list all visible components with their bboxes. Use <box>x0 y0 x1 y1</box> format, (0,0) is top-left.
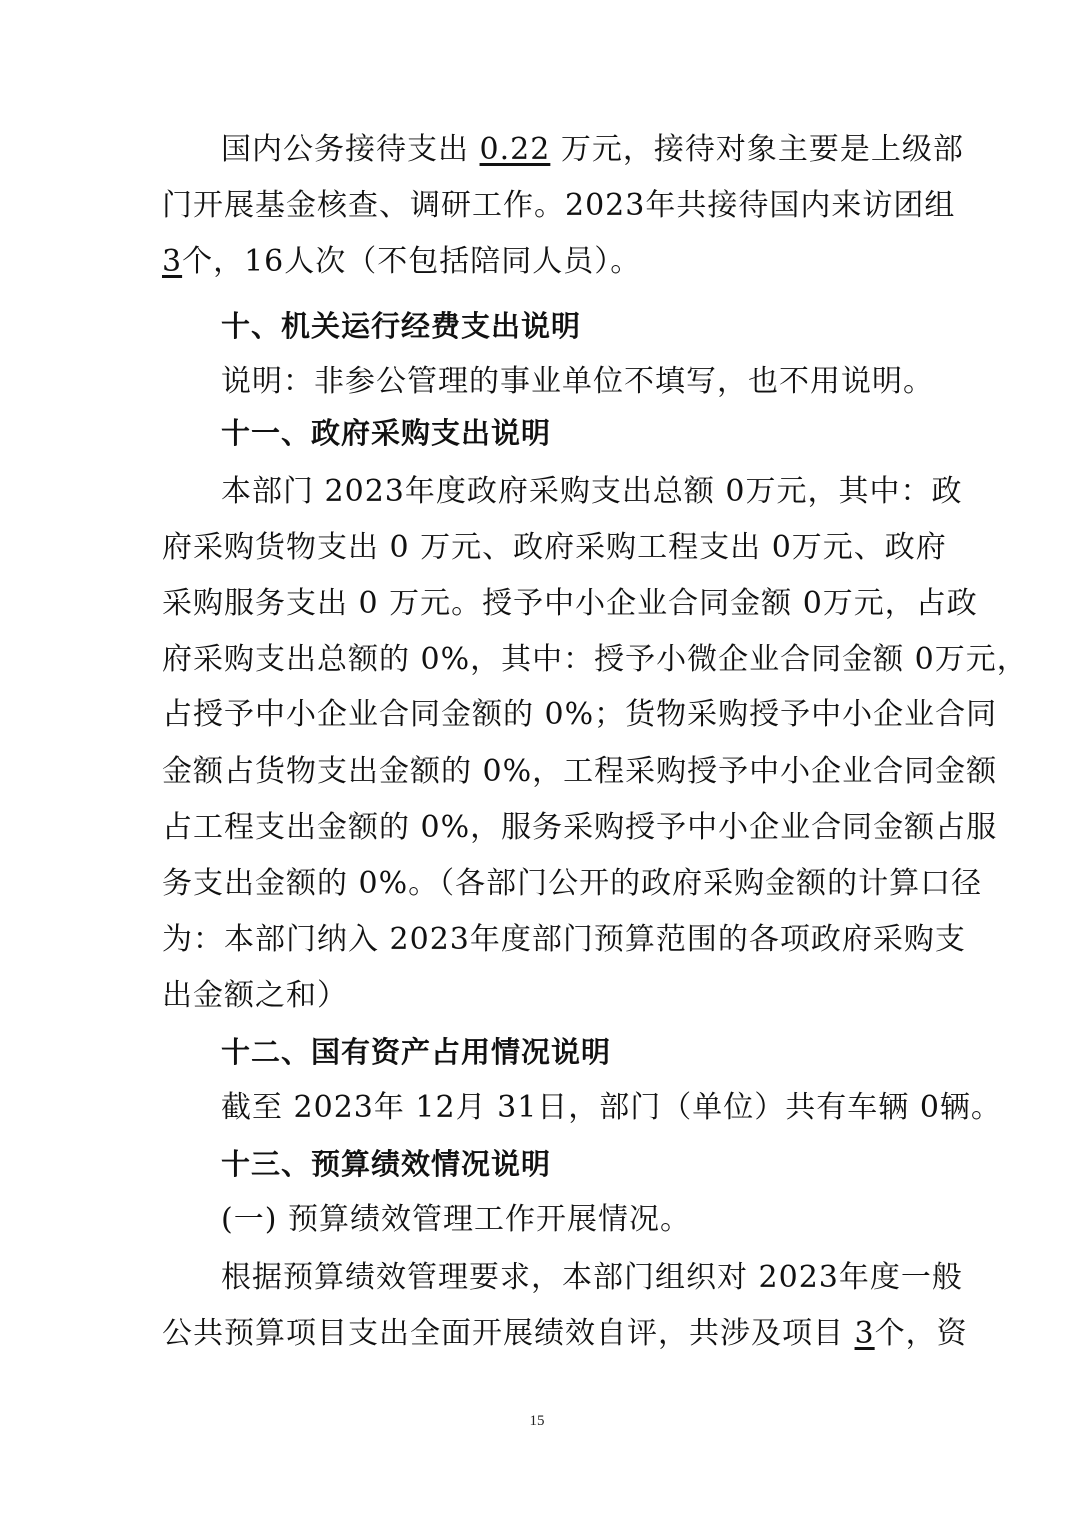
section-11-line: 占授予中小企业合同金额的 0%；货物采购授予中小企业合同 <box>162 697 998 732</box>
section-11-line: 金额占货物支出金额的 0%，工程采购授予中小企业合同金额 <box>162 754 998 789</box>
section-11-line: 务支出金额的 0%。（各部门公开的政府采购金额的计算口径 <box>162 866 983 901</box>
page-number: 15 <box>529 1413 545 1429</box>
section-10-note: 说明：非参公管理的事业单位不填写，也不用说明。 <box>221 364 934 399</box>
section-13-para-line-2 <box>162 1314 968 1354</box>
reception-line-1 <box>221 130 964 170</box>
reception-line-3-rest: 个，16人次（不包括陪同人员）。 <box>182 244 642 279</box>
reception-text-cont: 万元，接待对象主要是上级部 <box>560 132 964 167</box>
reception-amount: 0.22 <box>479 132 551 167</box>
reception-line-2: 门开展基金核查、调研工作。2023年共接待国内来访团组 <box>162 188 956 223</box>
section-13-heading: 十三、预算绩效情况说明 <box>221 1147 552 1181</box>
section-13-para-text: 公共预算项目支出全面开展绩效自评，共涉及项目 <box>162 1316 844 1351</box>
section-11-line: 本部门 2023年度政府采购支出总额 0万元，其中：政 <box>221 474 963 509</box>
section-11-line: 采购服务支出 0 万元。授予中小企业合同金额 0万元，占政 <box>162 586 978 621</box>
section-11-heading: 十一、政府采购支出说明 <box>221 416 552 450</box>
section-12-text: 截至 2023年 12月 31日，部门（单位）共有车辆 0辆。 <box>221 1090 1002 1125</box>
reception-group-count: 3 <box>162 244 183 279</box>
section-11-line: 府采购货物支出 0 万元、政府采购工程支出 0万元、政府 <box>162 530 947 565</box>
section-13-para-text-cont: 个，资 <box>874 1316 968 1351</box>
section-13-subheading: (一) 预算绩效管理工作开展情况。 <box>221 1202 691 1237</box>
section-10-heading: 十、机关运行经费支出说明 <box>221 309 582 343</box>
reception-line-3 <box>162 242 922 282</box>
section-11-line: 府采购支出总额的 0%，其中：授予小微企业合同金额 0万元， <box>162 642 1028 677</box>
reception-text: 国内公务接待支出 <box>221 132 469 167</box>
section-11-line: 出金额之和） <box>162 978 348 1013</box>
section-11-line: 占工程支出金额的 0%，服务采购授予中小企业合同金额占服 <box>162 810 998 845</box>
section-12-heading: 十二、国有资产占用情况说明 <box>221 1035 612 1069</box>
project-count: 3 <box>854 1316 875 1351</box>
section-11-line: 为：本部门纳入 2023年度部门预算范围的各项政府采购支 <box>162 922 966 957</box>
section-13-para-line-1: 根据预算绩效管理要求，本部门组织对 2023年度一般 <box>221 1260 963 1295</box>
